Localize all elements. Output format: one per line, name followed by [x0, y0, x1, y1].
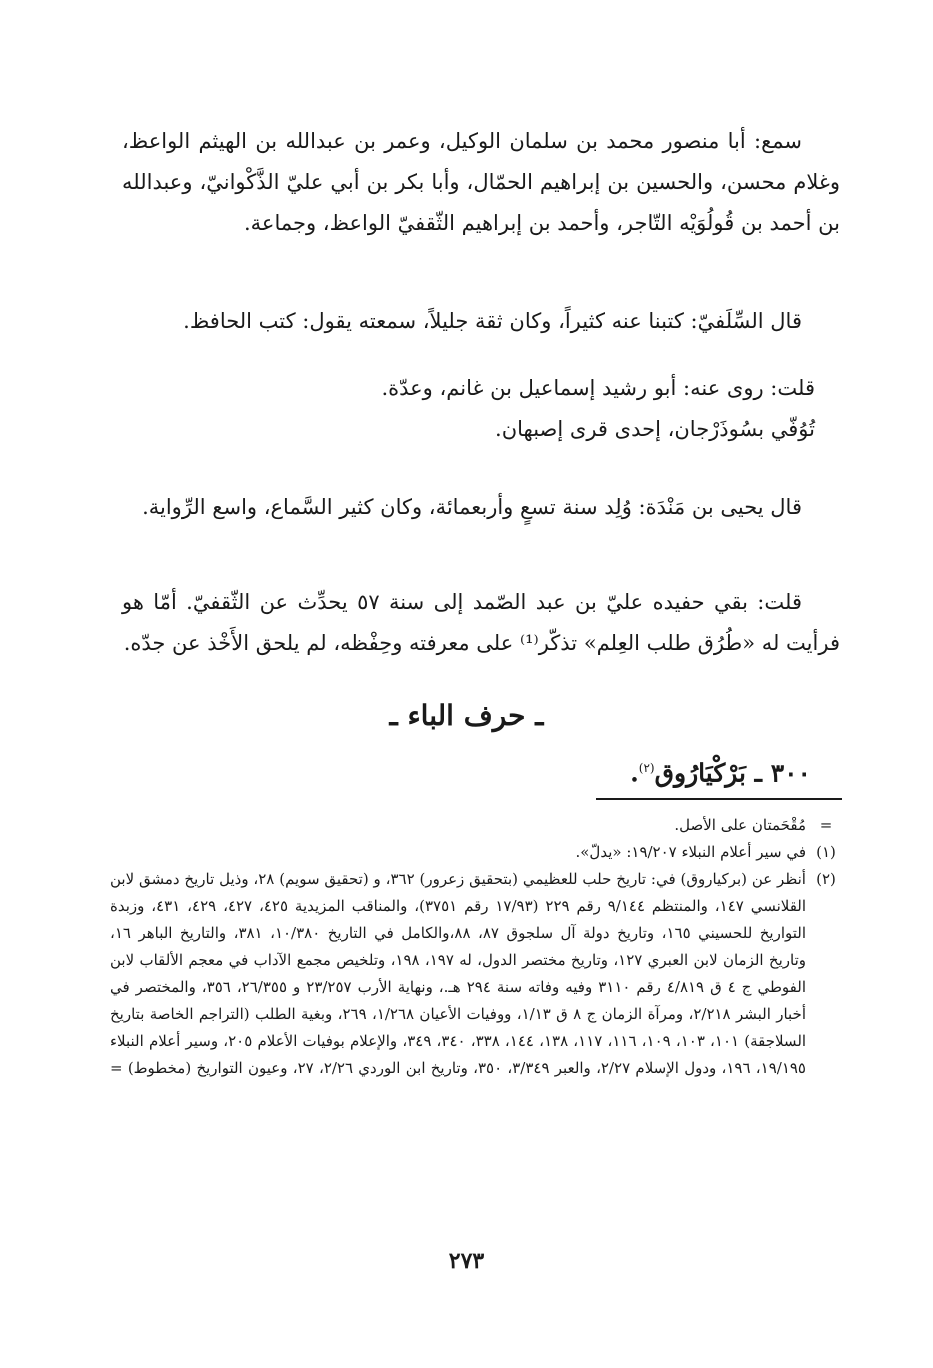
footnote-item: [110, 866, 846, 1082]
paragraph-yahya-quote: قال يحيى بن مَنْدَة: وُلِد سنة تسعٍ وأربعمائة، وكان كثير السَّماع، واسع الرِّواية.: [142, 495, 802, 519]
paragraph-silafi-quote: قال السِّلَفيّ: كتبنا عنه كثيراً، وكان ثقة جليلاً، سمعته يقول: كتب الحافظ.: [183, 309, 802, 333]
footnote-mark: (١): [816, 843, 836, 861]
section-heading: ـ حرف الباء ـ: [389, 699, 544, 732]
footnotes: [110, 812, 846, 1082]
footnote-text: مُقْحَمتان على الأصل.: [674, 816, 806, 834]
footnote-text: أنظر عن (بركياروق) في: تاريخ حلب للعظيمي (بتحقيق زعرور) ٣٦٢، و (تحقيق سويم) ٢٨، وذيل تاريخ دمشق لابن القلانسي ١٤٧، والمنتظم ٩/١٤٤ رقم ٢٢٩ (١٧/٩٣ رقم ٣٧٥١)، والمناقب المزيدية ٤٢٥، ٤٢٧، ٤٢٩، ٤٣١، وزبدة التواريخ للحسيني ١٦٥، وتاريخ دولة آل سلجوق ٨٧، ٨٨،والكامل في التاريخ ١٠/٣٨٠، ٣٨١، والتاريخ الباهر ١٦، وتاريخ الزمان لابن العبري ١٢٧، وتاريخ مختصر الدول، له ١٩٧، ١٩٨، وتلخيص مجمع الآداب في معجم الألقاب لابن الفوطي ج ٤ ق ٤/٨١٩ رقم ٣١١٠ وفيه وفاته سنة ٢٩٤ هـ.، ونهاية الأرب ٢٣/٢٥٧ و ٢٦/٣٥٥، ٣٥٦، والمختصر في أخبار البشر ٢/٢١٨، ومرآة الزمان ج ٨ ق ١/١٣، ووفيات الأعيان ١/٢٦٨، ٢٦٩، وبغية الطلب (التراجم الخاصة بتاريخ السلاجقة) ١٠١، ١٠٣، ١٠٩، ١١٦، ١١٧، ١٣٨، ١٤٤، ٣٣٨، ٣٤٠، ٣٤٩، والإعلام بوفيات الأعلام ٢٠٥، وسير أعلام النبلاء ١٩/١٩٥، ١٩٦، ودول الإسلام ٢/٢٧، والعبر ٣/٣٤٩، ٣٥٠، وتاريخ ابن الوردي ٢/٢٦، ٢٧، وعيون التواريخ (مخطوط) =: [110, 870, 807, 1077]
entry-title-text: ٣٠٠ ـ بَرْكْيَارُوق: [654, 758, 811, 788]
narrators-line: قلت: روى عنه: أبو رشيد إسماعيل بن غانم، وعدّة.: [381, 376, 815, 400]
paragraph-qultu-narrators: [300, 368, 815, 450]
page-number: ٢٧٣: [448, 1248, 485, 1274]
paragraph-grandson-note: قلت: بقي حفيده عليّ بن عبد الصّمد إلى سنة ٥٧ يحدِّث عن الثّقفيّ. أمّا هو فرأيت له «طُرُق طلب العِلم» تذكّر⁽¹⁾ على معرفته وحِفْظه، لم يلحق الأَخْذ عن جدّه.: [122, 590, 840, 655]
footnote-text: في سير أعلام النبلاء ١٩/٢٠٧: «يدلّ».: [575, 843, 806, 861]
footnote-item: [110, 812, 846, 839]
death-place-line: تُوُفّي بسُوذَرْجان، إحدى قرى إصبهان.: [495, 417, 815, 441]
footnote-mark: (٢): [816, 870, 836, 888]
footnote-mark: =: [819, 816, 833, 834]
paragraph-sama: سمع: أبا منصور محمد بن سلمان الوكيل، وعمر بن عبدالله بن الهيثم الواعظ، وغلام محسن، والحسين بن إبراهيم الحمّال، وأبا بكر بن أبي عليّ الذَّكْوانيّ، وعبدالله بن أحمد بن قُولُوَيْه التّاجر، وأحمد بن إبراهيم الثّقفيّ الواعظ، وجماعة.: [122, 129, 840, 235]
entry-footnote-ref: (٢): [638, 761, 655, 775]
footnote-item: [110, 839, 846, 866]
footnote-separator: [596, 798, 842, 800]
entry-title: [630, 748, 811, 793]
entry-title-end: .: [630, 758, 639, 788]
